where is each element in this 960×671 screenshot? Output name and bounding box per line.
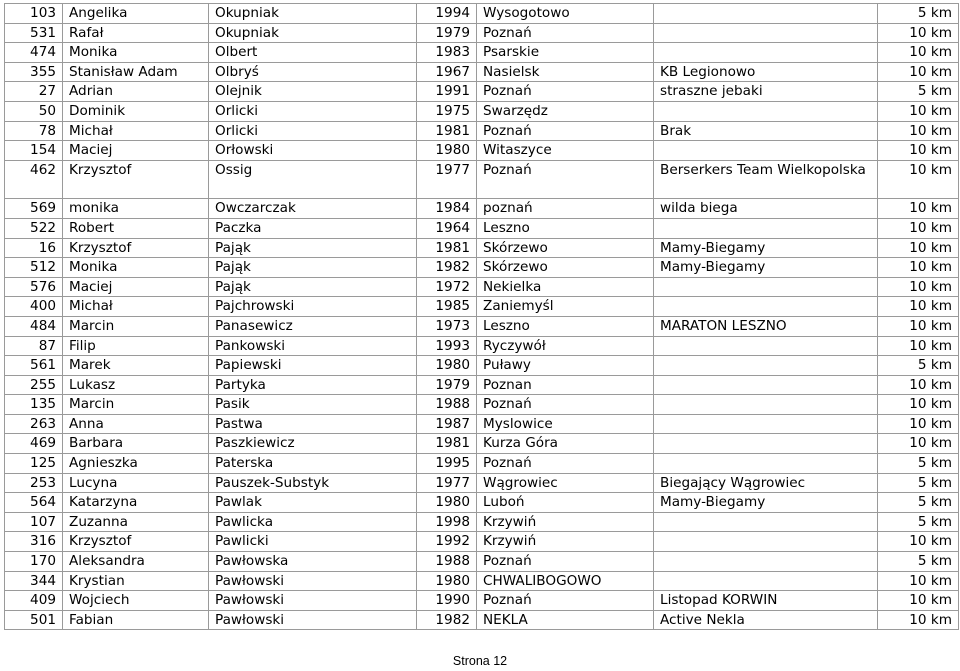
table-row [5, 552, 959, 572]
bib-number-cell: 316 [5, 532, 63, 552]
city-cell: Nekielka [477, 277, 654, 297]
birth-year-cell: 1988 [417, 552, 477, 572]
distance-cell: 10 km [878, 101, 959, 121]
city-cell: Poznań [477, 23, 654, 43]
birth-year-cell: 1979 [417, 375, 477, 395]
bib-number-cell: 462 [5, 160, 63, 199]
bib-number-cell: 78 [5, 121, 63, 141]
city-cell: Wysogotowo [477, 4, 654, 24]
distance-cell: 10 km [878, 218, 959, 238]
table-row [5, 395, 959, 415]
distance-cell: 10 km [878, 375, 959, 395]
birth-year-cell: 1977 [417, 473, 477, 493]
first-name-cell: Angelika [63, 4, 209, 24]
table-row [5, 532, 959, 552]
distance-cell: 5 km [878, 82, 959, 102]
birth-year-cell: 1979 [417, 23, 477, 43]
first-name-cell: Monika [63, 258, 209, 278]
last-name-cell: Pawłowski [209, 610, 417, 630]
first-name-cell: Monika [63, 43, 209, 63]
first-name-cell: monika [63, 199, 209, 219]
distance-cell: 10 km [878, 316, 959, 336]
bib-number-cell: 522 [5, 218, 63, 238]
city-cell: Swarzędz [477, 101, 654, 121]
birth-year-cell: 1982 [417, 610, 477, 630]
team-cell [654, 395, 878, 415]
last-name-cell: Pająk [209, 277, 417, 297]
bib-number-cell: 576 [5, 277, 63, 297]
birth-year-cell: 1964 [417, 218, 477, 238]
team-cell: KB Legionowo [654, 62, 878, 82]
birth-year-cell: 1972 [417, 277, 477, 297]
city-cell: NEKLA [477, 610, 654, 630]
bib-number-cell: 564 [5, 493, 63, 513]
table-row [5, 199, 959, 219]
city-cell: Poznań [477, 552, 654, 572]
team-cell [654, 454, 878, 474]
bib-number-cell: 87 [5, 336, 63, 356]
bib-number-cell: 569 [5, 199, 63, 219]
table-row [5, 101, 959, 121]
team-cell [654, 434, 878, 454]
distance-cell: 10 km [878, 258, 959, 278]
table-row [5, 356, 959, 376]
team-cell: Biegający Wągrowiec [654, 473, 878, 493]
last-name-cell: Panasewicz [209, 316, 417, 336]
team-cell [654, 532, 878, 552]
last-name-cell: Olejnik [209, 82, 417, 102]
first-name-cell: Krzysztof [63, 532, 209, 552]
results-table [4, 3, 959, 630]
last-name-cell: Pawlicki [209, 532, 417, 552]
table-row [5, 121, 959, 141]
city-cell: Witaszyce [477, 141, 654, 161]
distance-cell: 10 km [878, 121, 959, 141]
distance-cell: 5 km [878, 454, 959, 474]
table-row [5, 160, 959, 199]
team-cell: MARATON LESZNO [654, 316, 878, 336]
first-name-cell: Aleksandra [63, 552, 209, 572]
first-name-cell: Wojciech [63, 591, 209, 611]
table-row [5, 493, 959, 513]
table-row [5, 141, 959, 161]
table-row [5, 297, 959, 317]
distance-cell: 5 km [878, 512, 959, 532]
first-name-cell: Michał [63, 297, 209, 317]
table-row [5, 277, 959, 297]
city-cell: Ryczywół [477, 336, 654, 356]
first-name-cell: Anna [63, 414, 209, 434]
team-cell [654, 141, 878, 161]
bib-number-cell: 561 [5, 356, 63, 376]
team-cell: Active Nekla [654, 610, 878, 630]
distance-cell: 10 km [878, 160, 959, 199]
results-table-body [5, 4, 959, 630]
team-cell [654, 101, 878, 121]
distance-cell: 10 km [878, 238, 959, 258]
distance-cell: 10 km [878, 414, 959, 434]
bib-number-cell: 501 [5, 610, 63, 630]
birth-year-cell: 1992 [417, 532, 477, 552]
first-name-cell: Maciej [63, 141, 209, 161]
team-cell: Brak [654, 121, 878, 141]
team-cell: Mamy-Biegamy [654, 258, 878, 278]
first-name-cell: Krystian [63, 571, 209, 591]
last-name-cell: Ossig [209, 160, 417, 199]
bib-number-cell: 107 [5, 512, 63, 532]
last-name-cell: Pająk [209, 258, 417, 278]
team-cell [654, 336, 878, 356]
bib-number-cell: 409 [5, 591, 63, 611]
distance-cell: 10 km [878, 23, 959, 43]
team-cell: wilda biega [654, 199, 878, 219]
team-cell [654, 4, 878, 24]
first-name-cell: Barbara [63, 434, 209, 454]
team-cell: Listopad KORWIN [654, 591, 878, 611]
bib-number-cell: 469 [5, 434, 63, 454]
distance-cell: 10 km [878, 141, 959, 161]
team-cell [654, 277, 878, 297]
table-row [5, 238, 959, 258]
last-name-cell: Pasik [209, 395, 417, 415]
birth-year-cell: 1981 [417, 434, 477, 454]
bib-number-cell: 263 [5, 414, 63, 434]
distance-cell: 5 km [878, 493, 959, 513]
distance-cell: 5 km [878, 473, 959, 493]
team-cell [654, 218, 878, 238]
bib-number-cell: 170 [5, 552, 63, 572]
table-row [5, 414, 959, 434]
birth-year-cell: 1975 [417, 101, 477, 121]
distance-cell: 10 km [878, 591, 959, 611]
city-cell: Nasielsk [477, 62, 654, 82]
last-name-cell: Olbert [209, 43, 417, 63]
team-cell: straszne jebaki [654, 82, 878, 102]
city-cell: Myslowice [477, 414, 654, 434]
team-cell: Mamy-Biegamy [654, 493, 878, 513]
birth-year-cell: 1981 [417, 121, 477, 141]
table-row [5, 23, 959, 43]
city-cell: Krzywiń [477, 512, 654, 532]
distance-cell: 10 km [878, 434, 959, 454]
team-cell [654, 297, 878, 317]
last-name-cell: Owczarczak [209, 199, 417, 219]
birth-year-cell: 1987 [417, 414, 477, 434]
last-name-cell: Partyka [209, 375, 417, 395]
distance-cell: 10 km [878, 297, 959, 317]
first-name-cell: Robert [63, 218, 209, 238]
table-row [5, 4, 959, 24]
table-row [5, 218, 959, 238]
city-cell: Zaniemyśl [477, 297, 654, 317]
first-name-cell: Krzysztof [63, 160, 209, 199]
birth-year-cell: 1985 [417, 297, 477, 317]
page-number: Strona 12 [452, 654, 508, 668]
first-name-cell: Adrian [63, 82, 209, 102]
distance-cell: 10 km [878, 199, 959, 219]
last-name-cell: Pankowski [209, 336, 417, 356]
table-row [5, 591, 959, 611]
birth-year-cell: 1980 [417, 356, 477, 376]
last-name-cell: Olbryś [209, 62, 417, 82]
first-name-cell: Krzysztof [63, 238, 209, 258]
last-name-cell: Orlicki [209, 121, 417, 141]
birth-year-cell: 1982 [417, 258, 477, 278]
city-cell: Poznań [477, 395, 654, 415]
table-row [5, 62, 959, 82]
table-row [5, 571, 959, 591]
birth-year-cell: 1995 [417, 454, 477, 474]
last-name-cell: Okupniak [209, 23, 417, 43]
city-cell: Poznań [477, 160, 654, 199]
birth-year-cell: 1998 [417, 512, 477, 532]
first-name-cell: Michał [63, 121, 209, 141]
bib-number-cell: 125 [5, 454, 63, 474]
first-name-cell: Agnieszka [63, 454, 209, 474]
city-cell: Leszno [477, 218, 654, 238]
city-cell: Poznań [477, 454, 654, 474]
distance-cell: 10 km [878, 532, 959, 552]
first-name-cell: Marek [63, 356, 209, 376]
first-name-cell: Maciej [63, 277, 209, 297]
table-row [5, 473, 959, 493]
first-name-cell: Lucyna [63, 473, 209, 493]
city-cell: Puławy [477, 356, 654, 376]
bib-number-cell: 135 [5, 395, 63, 415]
table-row [5, 316, 959, 336]
birth-year-cell: 1990 [417, 591, 477, 611]
birth-year-cell: 1973 [417, 316, 477, 336]
bib-number-cell: 154 [5, 141, 63, 161]
city-cell: Skórzewo [477, 238, 654, 258]
last-name-cell: Pawłowska [209, 552, 417, 572]
last-name-cell: Pastwa [209, 414, 417, 434]
distance-cell: 10 km [878, 62, 959, 82]
bib-number-cell: 255 [5, 375, 63, 395]
distance-cell: 5 km [878, 552, 959, 572]
first-name-cell: Dominik [63, 101, 209, 121]
birth-year-cell: 1980 [417, 571, 477, 591]
last-name-cell: Paczka [209, 218, 417, 238]
first-name-cell: Zuzanna [63, 512, 209, 532]
team-cell [654, 375, 878, 395]
first-name-cell: Lukasz [63, 375, 209, 395]
birth-year-cell: 1984 [417, 199, 477, 219]
last-name-cell: Pawlicka [209, 512, 417, 532]
team-cell [654, 414, 878, 434]
team-cell [654, 23, 878, 43]
city-cell: Kurza Góra [477, 434, 654, 454]
first-name-cell: Marcin [63, 316, 209, 336]
city-cell: poznań [477, 199, 654, 219]
last-name-cell: Pajchrowski [209, 297, 417, 317]
table-row [5, 454, 959, 474]
distance-cell: 10 km [878, 610, 959, 630]
first-name-cell: Stanisław Adam [63, 62, 209, 82]
last-name-cell: Pawłowski [209, 591, 417, 611]
last-name-cell: Papiewski [209, 356, 417, 376]
first-name-cell: Marcin [63, 395, 209, 415]
city-cell: Wągrowiec [477, 473, 654, 493]
last-name-cell: Orłowski [209, 141, 417, 161]
last-name-cell: Paterska [209, 454, 417, 474]
city-cell: Leszno [477, 316, 654, 336]
birth-year-cell: 1977 [417, 160, 477, 199]
bib-number-cell: 27 [5, 82, 63, 102]
city-cell: Poznań [477, 591, 654, 611]
last-name-cell: Pawlak [209, 493, 417, 513]
city-cell: Poznań [477, 121, 654, 141]
table-row [5, 43, 959, 63]
bib-number-cell: 253 [5, 473, 63, 493]
table-row [5, 82, 959, 102]
team-cell [654, 552, 878, 572]
birth-year-cell: 1988 [417, 395, 477, 415]
last-name-cell: Okupniak [209, 4, 417, 24]
city-cell: Skórzewo [477, 258, 654, 278]
bib-number-cell: 512 [5, 258, 63, 278]
team-cell [654, 43, 878, 63]
distance-cell: 10 km [878, 43, 959, 63]
first-name-cell: Fabian [63, 610, 209, 630]
first-name-cell: Katarzyna [63, 493, 209, 513]
last-name-cell: Pauszek-Substyk [209, 473, 417, 493]
birth-year-cell: 1980 [417, 141, 477, 161]
birth-year-cell: 1994 [417, 4, 477, 24]
team-cell: Mamy-Biegamy [654, 238, 878, 258]
city-cell: Poznan [477, 375, 654, 395]
distance-cell: 10 km [878, 395, 959, 415]
bib-number-cell: 531 [5, 23, 63, 43]
table-row [5, 375, 959, 395]
birth-year-cell: 1983 [417, 43, 477, 63]
bib-number-cell: 16 [5, 238, 63, 258]
bib-number-cell: 344 [5, 571, 63, 591]
bib-number-cell: 400 [5, 297, 63, 317]
bib-number-cell: 355 [5, 62, 63, 82]
first-name-cell: Rafał [63, 23, 209, 43]
distance-cell: 5 km [878, 356, 959, 376]
city-cell: Krzywiń [477, 532, 654, 552]
birth-year-cell: 1980 [417, 493, 477, 513]
table-row [5, 610, 959, 630]
table-row [5, 336, 959, 356]
birth-year-cell: 1967 [417, 62, 477, 82]
city-cell: CHWALIBOGOWO [477, 571, 654, 591]
city-cell: Luboń [477, 493, 654, 513]
last-name-cell: Orlicki [209, 101, 417, 121]
team-cell [654, 571, 878, 591]
bib-number-cell: 50 [5, 101, 63, 121]
team-cell: Berserkers Team Wielkopolska [654, 160, 878, 199]
last-name-cell: Paszkiewicz [209, 434, 417, 454]
table-row [5, 434, 959, 454]
distance-cell: 10 km [878, 336, 959, 356]
table-row [5, 512, 959, 532]
bib-number-cell: 103 [5, 4, 63, 24]
bib-number-cell: 484 [5, 316, 63, 336]
first-name-cell: Filip [63, 336, 209, 356]
distance-cell: 5 km [878, 4, 959, 24]
last-name-cell: Pająk [209, 238, 417, 258]
birth-year-cell: 1993 [417, 336, 477, 356]
birth-year-cell: 1991 [417, 82, 477, 102]
birth-year-cell: 1981 [417, 238, 477, 258]
team-cell [654, 512, 878, 532]
table-row [5, 258, 959, 278]
distance-cell: 10 km [878, 571, 959, 591]
last-name-cell: Pawłowski [209, 571, 417, 591]
bib-number-cell: 474 [5, 43, 63, 63]
distance-cell: 10 km [878, 277, 959, 297]
city-cell: Psarskie [477, 43, 654, 63]
team-cell [654, 356, 878, 376]
city-cell: Poznań [477, 82, 654, 102]
